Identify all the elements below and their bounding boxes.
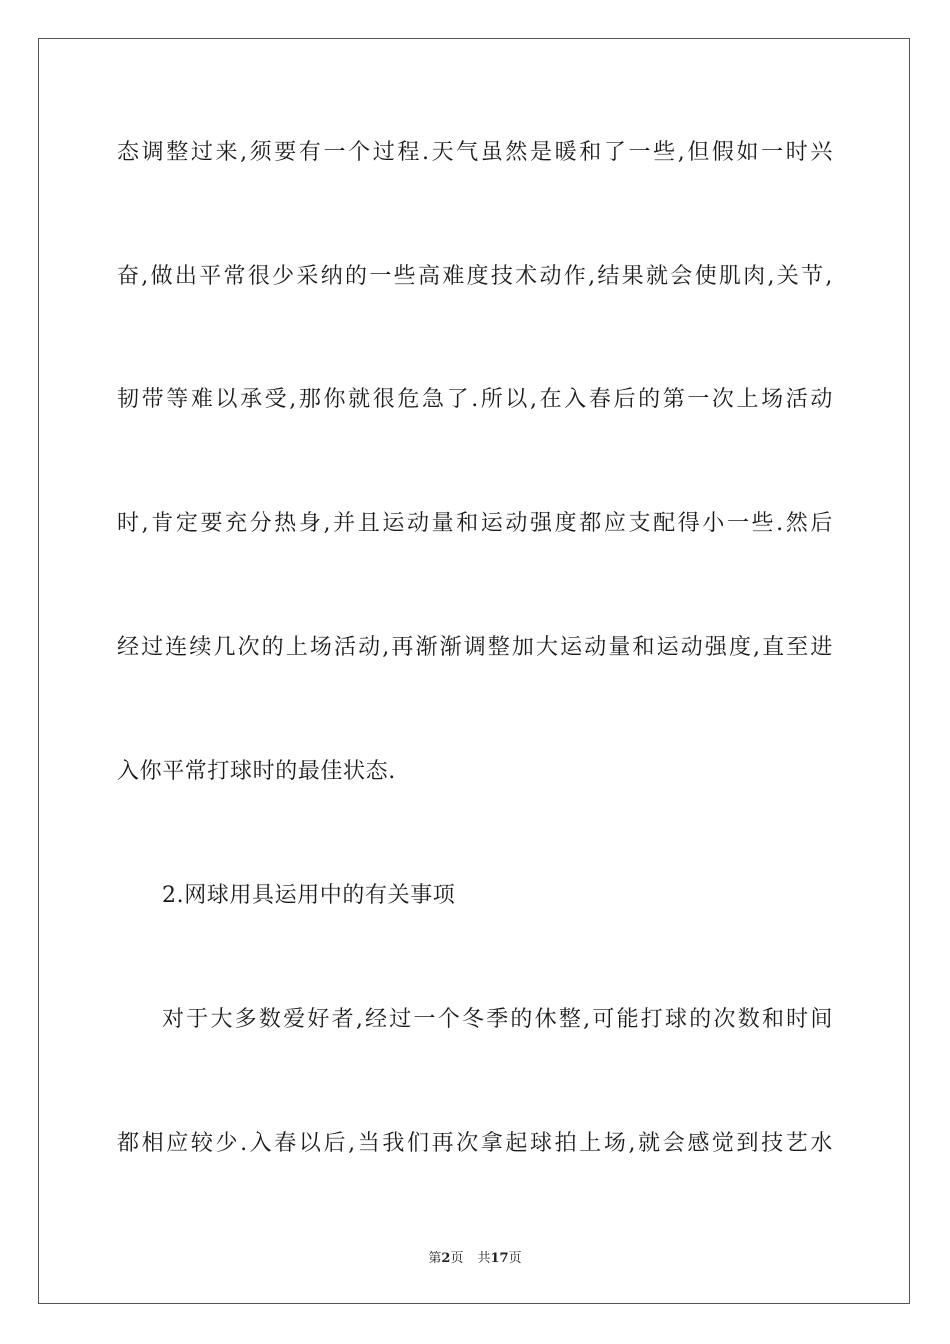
footer-total-prefix: 共 bbox=[477, 1251, 491, 1266]
section-heading: 2.网球用具运用中的有关事项 bbox=[162, 883, 456, 908]
body-text-line: 对于大多数爱好者,经过一个冬季的休整,可能打球的次数和时间 bbox=[162, 1007, 833, 1032]
body-text-line: 都相应较少.入春以后,当我们再次拿起球拍上场,就会感觉到技艺水 bbox=[117, 1131, 833, 1156]
body-text-line: 奋,做出平常很少采纳的一些高难度技术动作,结果就会使肌肉,关节, bbox=[117, 264, 833, 289]
body-text-line: 韧带等难以承受,那你就很危急了.所以,在入春后的第一次上场活动 bbox=[117, 387, 833, 412]
body-text-line: 入你平常打球时的最佳状态. bbox=[117, 759, 396, 784]
body-text-line: 时,肯定要充分热身,并且运动量和运动强度都应支配得小一些.然后 bbox=[117, 511, 833, 536]
page-frame bbox=[38, 38, 910, 1304]
footer-total-suffix: 页 bbox=[508, 1251, 522, 1266]
page-footer bbox=[0, 1247, 950, 1266]
body-text-line: 态调整过来,须要有一个过程.天气虽然是暖和了一些,但假如一时兴 bbox=[117, 140, 833, 165]
footer-page-prefix: 第 bbox=[428, 1251, 442, 1266]
footer-total-pages: 17 bbox=[490, 1251, 509, 1266]
footer-page-number: 2 bbox=[441, 1251, 451, 1266]
footer-page-suffix: 页 bbox=[450, 1251, 464, 1266]
body-text-line: 经过连续几次的上场活动,再渐渐调整加大运动量和运动强度,直至进 bbox=[117, 635, 833, 660]
